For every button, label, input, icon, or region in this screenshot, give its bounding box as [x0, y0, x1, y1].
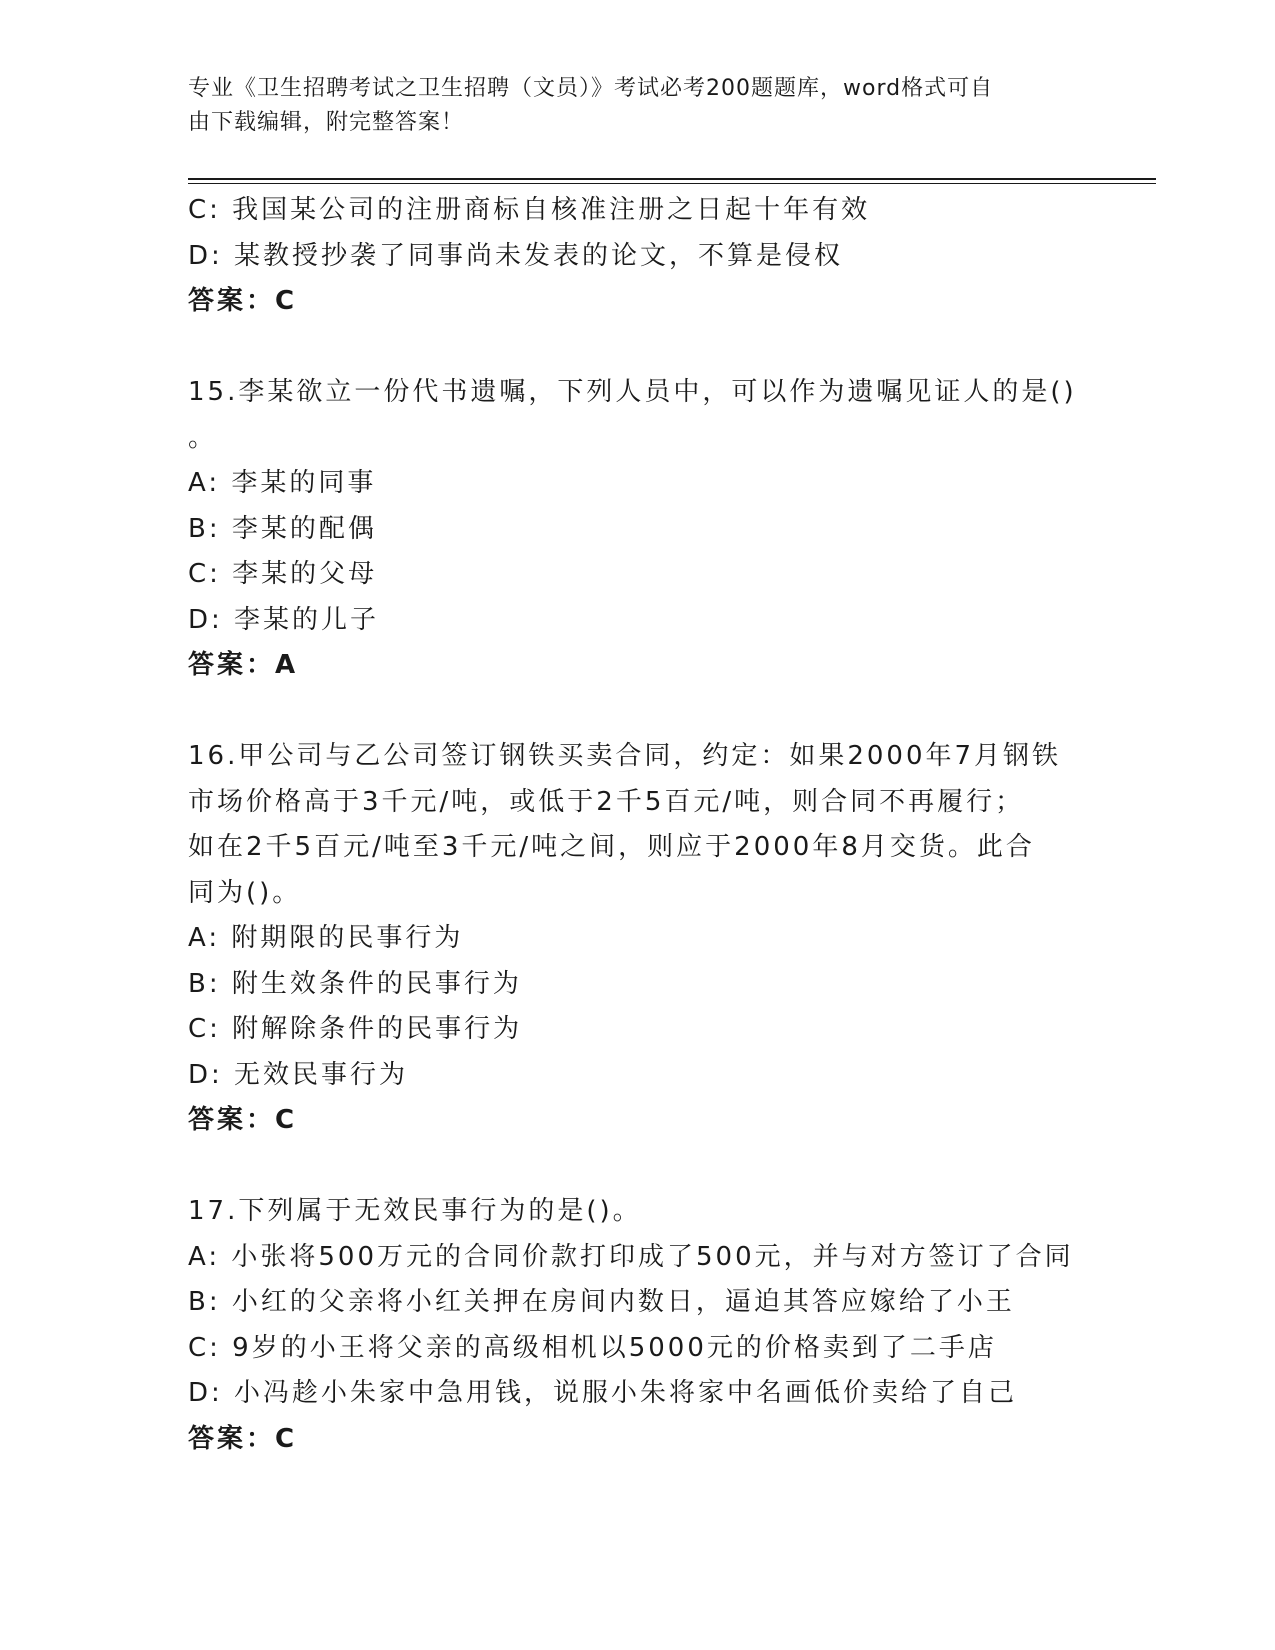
header-rule-thick — [188, 178, 1156, 180]
question-text-line: 。 — [188, 422, 218, 453]
question-16 — [188, 734, 1088, 1144]
question-content — [188, 188, 1088, 1462]
question-text-line: 17.下列属于无效民事行为的是()。 — [188, 1196, 642, 1226]
option-a: A: 附期限的民事行为 — [188, 923, 464, 953]
question-text-line: 15.李某欲立一份代书遗嘱，下列人员中，可以作为遗嘱见证人的是() — [188, 377, 1077, 407]
option-b: B: 小红的父亲将小红关押在房间内数日，逼迫其答应嫁给了小王 — [188, 1287, 1015, 1317]
answer: 答案：C — [188, 1423, 298, 1454]
answer: 答案：C — [188, 286, 298, 316]
question-14-continued — [188, 188, 1088, 325]
header-rule-thin — [188, 183, 1156, 184]
option-d: D: 某教授抄袭了同事尚未发表的论文，不算是侵权 — [188, 240, 844, 271]
option-a: A: 李某的同事 — [188, 468, 377, 498]
question-text-line: 同为()。 — [188, 877, 302, 908]
document-header — [188, 72, 1068, 140]
question-17 — [188, 1189, 1088, 1462]
option-d: D: 无效民事行为 — [188, 1059, 409, 1090]
option-c: C: 我国某公司的注册商标自核准注册之日起十年有效 — [188, 195, 871, 225]
option-b: B: 李某的配偶 — [188, 513, 377, 544]
option-c: C: 9岁的小王将父亲的高级相机以5000元的价格卖到了二手店 — [188, 1332, 997, 1363]
option-b: B: 附生效条件的民事行为 — [188, 968, 522, 999]
header-line-1: 专业《卫生招聘考试之卫生招聘（文员）》考试必考200题题库，word格式可自 — [188, 76, 994, 101]
option-c: C: 附解除条件的民事行为 — [188, 1014, 523, 1044]
header-line-2: 由下载编辑，附完整答案！ — [188, 110, 465, 135]
answer: 答案：C — [188, 1105, 298, 1135]
answer: 答案：A — [188, 650, 299, 680]
question-text-line: 市场价格高于3千元/吨，或低于2千5百元/吨，则合同不再履行； — [188, 786, 1025, 817]
option-a: A: 小张将500万元的合同价款打印成了500元，并与对方签订了合同 — [188, 1241, 1074, 1272]
question-text-line: 16.甲公司与乙公司签订钢铁买卖合同，约定：如果2000年7月钢铁 — [188, 741, 1062, 771]
option-d: D: 小冯趁小朱家中急用钱，说服小朱将家中名画低价卖给了自己 — [188, 1378, 1018, 1408]
question-text-line: 如在2千5百元/吨至3千元/吨之间，则应于2000年8月交货。此合 — [188, 832, 1035, 862]
option-c: C: 李某的父母 — [188, 559, 378, 589]
option-d: D: 李某的儿子 — [188, 604, 380, 635]
question-15 — [188, 370, 1088, 689]
